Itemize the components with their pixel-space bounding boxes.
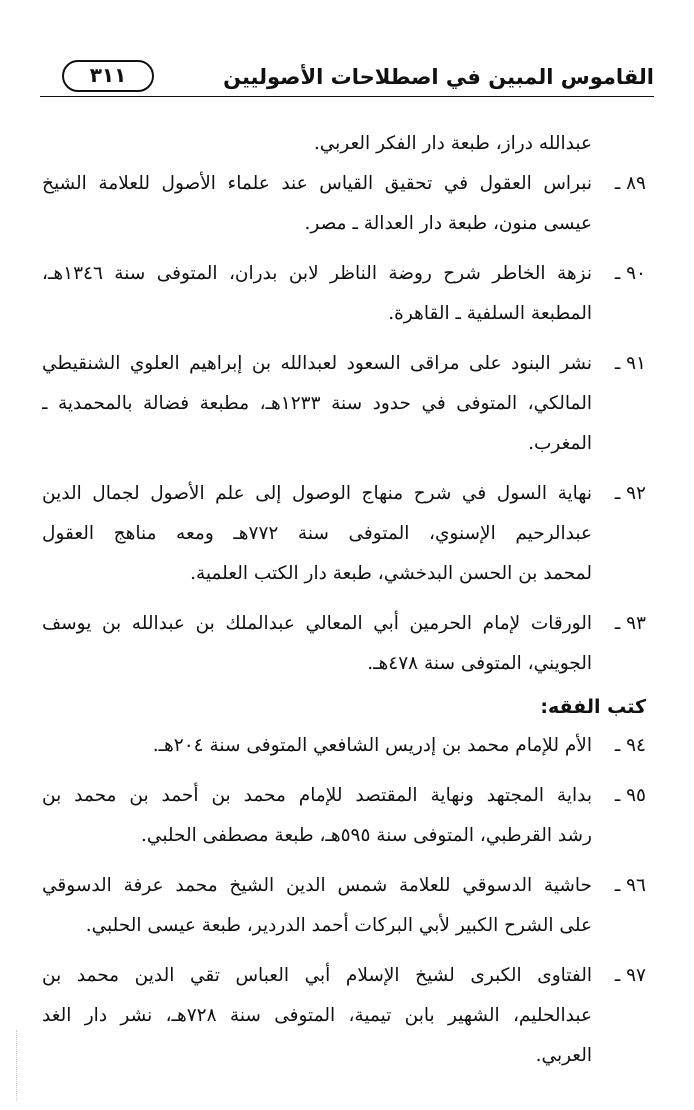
entry-line: الأم للإمام محمد بن إدريس الشافعي المتوفى سنة ٢٠٤هـ. [152, 735, 592, 756]
entry-line: نبراس العقول في تحقيق القياس عند علماء الأصول للعلامة الشيخ [42, 173, 592, 194]
entry-line: عبدالحليم، الشهير بابن تيمية، المتوفى سنة ٧٢٨هـ، نشر دار الغد [42, 1005, 592, 1026]
entry-line: عبدالرحيم الإسنوي، المتوفى سنة ٧٧٢هـ ومعه مناهج العقول [42, 523, 592, 544]
entry-line: رشد القرطبي، المتوفى سنة ٥٩٥هـ، طبعة مصطفى الحلبي. [141, 825, 592, 846]
entry-number: ٩١ ـ [614, 353, 646, 374]
entry-number: ٩٦ ـ [614, 875, 646, 896]
bibliography-entry [42, 866, 646, 946]
bibliography-entry [42, 776, 646, 856]
entry-line: الورقات لإمام الحرمين أبي المعالي عبدالملك بن عبدالله بن يوسف [42, 613, 592, 634]
entry-line: الجويني، المتوفى سنة ٤٧٨هـ. [367, 653, 592, 674]
entry-text [42, 164, 592, 244]
margin-mark [16, 1030, 17, 1100]
entry-line: نزهة الخاطر شرح روضة الناظر لابن بدران، المتوفى سنة ١٣٤٦هـ، [42, 263, 592, 284]
entry-text [42, 726, 592, 766]
bibliography-entry [42, 726, 646, 766]
entry-text [42, 344, 592, 464]
entry-text [42, 474, 592, 594]
bibliography-entry [42, 956, 646, 1076]
entry-line: لمحمد بن الحسن البدخشي، طبعة دار الكتب العلمية. [190, 563, 592, 584]
entry-number: ٩٤ ـ [614, 735, 646, 756]
section-heading-fiqh: كتب الفقه: [540, 696, 646, 718]
entry-number: ٩٥ ـ [614, 785, 646, 806]
entry-line: العربي. [535, 1045, 592, 1066]
bibliography-entry [42, 344, 646, 464]
entry-line: حاشية الدسوقي للعلامة شمس الدين الشيخ محمد عرفة الدسوقي [42, 875, 592, 896]
header-divider [40, 96, 654, 97]
bibliography-entry [42, 474, 646, 594]
page-number: ٣١١ [62, 60, 154, 92]
entry-line: على الشرح الكبير لأبي البركات أحمد الدردير، طبعة عيسى الحلبي. [85, 915, 592, 936]
entry-line: المغرب. [528, 433, 592, 454]
entry-text [42, 956, 592, 1076]
entry-line: عيسى منون، طبعة دار العدالة ـ مصر. [304, 213, 592, 234]
entry-number: ٩٣ ـ [614, 613, 646, 634]
entry-text [42, 866, 592, 946]
entry-number: ٩٧ ـ [614, 965, 646, 986]
bibliography-entry [42, 604, 646, 684]
entry-number: ٩٠ ـ [614, 263, 646, 284]
entry-line: نهاية السول في شرح منهاج الوصول إلى علم الأصول لجمال الدين [42, 483, 592, 504]
continuation-entry [42, 124, 646, 164]
bibliography-entry [42, 254, 646, 334]
entry-line: الفتاوى الكبرى لشيخ الإسلام أبي العباس تقي الدين محمد بن [42, 965, 592, 986]
entry-text [42, 604, 592, 684]
entry-number: ٨٩ ـ [614, 173, 646, 194]
bibliography-entry [42, 164, 646, 244]
entry-text [42, 776, 592, 856]
entry-line: المالكي، المتوفى في حدود سنة ١٢٣٣هـ، مطبعة فضالة بالمحمدية ـ [42, 393, 592, 414]
bibliography-list-usul [42, 164, 646, 684]
running-title: القاموس المبين في اصطلاحات الأصوليين [223, 65, 654, 89]
entry-line: المطبعة السلفية ـ القاهرة. [388, 303, 592, 324]
entry-line: نشر البنود على مراقى السعود لعبدالله بن إبراهيم العلوي الشنقيطي [42, 353, 592, 374]
bibliography-list-fiqh [42, 726, 646, 1076]
entry-text [42, 254, 592, 334]
page-header [40, 52, 654, 102]
bibliography-content [42, 124, 646, 1076]
entry-number: ٩٢ ـ [614, 483, 646, 504]
entry-line: بداية المجتهد ونهاية المقتصد للإمام محمد بن أحمد بن محمد بن [42, 785, 592, 806]
continuation-text: عبدالله دراز، طبعة دار الفكر العربي. [313, 133, 592, 154]
